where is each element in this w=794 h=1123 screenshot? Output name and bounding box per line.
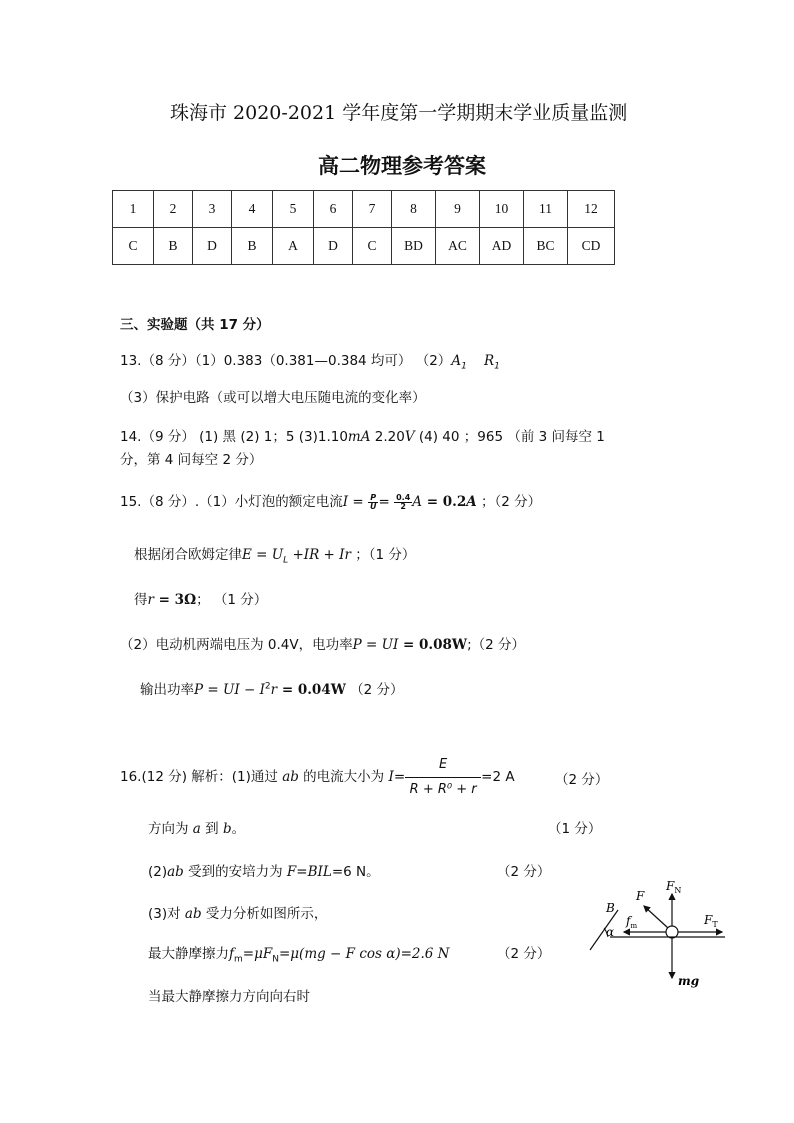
q15-law-score: ；（1 分）: [350, 547, 416, 563]
answer-cell: A: [273, 228, 314, 265]
q15-frac2-den: 2: [400, 501, 406, 511]
answer-cell: BD: [392, 228, 436, 265]
q15-out-eq: P = UI − I: [194, 682, 265, 698]
q16-dir-text2: 到: [200, 821, 223, 837]
q14-unit-v: V: [404, 429, 415, 445]
q13-line1: [120, 349, 500, 372]
q15-r-score: ； （1 分）: [196, 592, 268, 608]
q16-force-line: [148, 860, 380, 880]
q14-line1: [120, 425, 605, 445]
q15-intro: 15.（8 分）.（1）小灯泡的额定电流: [120, 494, 343, 510]
answer-cell: B: [154, 228, 193, 265]
q16-result: =2 A: [481, 769, 515, 785]
q16-intro: 16.(12 分) 解析：(1)通过: [120, 769, 283, 785]
q16-dir-text1: 方向为: [148, 821, 193, 837]
answer-cell: C: [113, 228, 154, 265]
q14-text: 14.（9 分） (1) 黑 (2) 1；5 (3)1.10: [120, 429, 348, 445]
q15-eq-sign: =: [348, 494, 368, 510]
answer-cell: CD: [568, 228, 615, 265]
q16-eq: =: [393, 769, 406, 785]
q14-rest: (4) 40 ；965 （前 3 问每空 1: [414, 429, 605, 445]
q15-law-eq2: +IR + Ir: [288, 547, 351, 563]
q16-ab: ab: [282, 769, 299, 785]
q14-unit-ma: mA: [347, 429, 371, 445]
q16-force-eq: F=BIL: [286, 864, 332, 880]
label-alpha: α: [606, 925, 615, 939]
q15-p2-score: ;（2 分）: [467, 637, 525, 653]
q15-r-text: 得: [134, 592, 148, 608]
q15-result-unit: A: [466, 494, 477, 510]
q16-dir-a: a: [192, 821, 201, 837]
q16-i: I: [388, 769, 394, 785]
q16-force-ab: ab: [167, 864, 184, 880]
question-number-cell: 4: [232, 191, 273, 228]
q15-unit-a: A: [412, 494, 423, 510]
answer-cell: D: [314, 228, 353, 265]
q15-out-val: = 0.04W: [277, 682, 346, 698]
question-number-cell: 1: [113, 191, 154, 228]
q16-fric-eq3: =μ(mg − F cos α)=2.6 N: [278, 946, 450, 962]
force-diagram: [580, 870, 740, 1000]
q16-frac-num: E: [405, 758, 481, 778]
q15-p2-line: [120, 633, 525, 653]
q16-frac-den: R + R⁰ + r: [409, 782, 477, 797]
q15-p2-eq: P = UI: [352, 637, 399, 653]
q15-frac1-num: P: [368, 494, 379, 503]
table-row-answers: [113, 228, 615, 265]
q15-p2-val: = 0.08W: [398, 637, 468, 653]
q16-fric-sub2: N: [272, 954, 279, 965]
q15-out-sup: 2: [264, 681, 271, 692]
q16-score2: （1 分）: [548, 821, 602, 837]
question-number-cell: 3: [193, 191, 232, 228]
q15-frac2-num: 0.4: [396, 492, 411, 502]
answer-cell: C: [353, 228, 392, 265]
q15-score1: ；（2 分）: [476, 494, 542, 510]
arrow-f: [644, 906, 668, 928]
q16-fric-sub: m: [234, 954, 243, 965]
q15-line1: [120, 490, 541, 511]
q16-fraction: [405, 758, 481, 796]
q15-fraction-pu: [368, 494, 379, 511]
answer-table: [112, 190, 615, 265]
q15-r-eq: r: [147, 592, 154, 608]
q15-out-eq2: r: [270, 682, 278, 698]
q16-score1: （2 分）: [555, 772, 609, 788]
table-row-numbers: [113, 191, 615, 228]
q13-a1: A: [451, 353, 462, 369]
answer-cell: AC: [436, 228, 480, 265]
q15-fraction-values: [394, 494, 412, 511]
q13-r1-sub: 1: [494, 361, 500, 372]
q16-line1: [120, 758, 515, 796]
answer-cell: B: [232, 228, 273, 265]
q16-direction-line: [148, 817, 245, 837]
question-number-cell: 5: [273, 191, 314, 228]
q16-anal-text1: (3)对: [148, 906, 185, 922]
q15-law-eq: E = U: [242, 547, 284, 563]
document-subtitle: 高二物理参考答案: [318, 154, 486, 178]
document-title: 珠海市 2020-2021 学年度第一学期期末学业质量监测: [170, 102, 628, 124]
q16-dir-b: b: [222, 821, 232, 837]
label-fm: $f_m$: [626, 914, 638, 930]
label-fn: $F_N$: [666, 879, 682, 895]
question-number-cell: 7: [353, 191, 392, 228]
question-number-cell: 8: [392, 191, 436, 228]
question-number-cell: 6: [314, 191, 353, 228]
q15-frac1-den: U: [369, 501, 377, 511]
q15-eq-sign2: =: [378, 494, 395, 510]
q13-a1-sub: 1: [461, 361, 467, 372]
q16-anal-ab: ab: [184, 906, 202, 922]
label-f: F: [636, 889, 645, 903]
question-number-cell: 9: [436, 191, 480, 228]
q16-force-text2: 受到的安培力为: [183, 864, 287, 880]
answer-cell: BC: [524, 228, 568, 265]
label-mg: mg: [678, 974, 700, 988]
q15-law-sub: L: [283, 555, 289, 566]
q15-law-line: [134, 543, 415, 566]
q15-eq-i: I: [342, 494, 349, 510]
q16-fric-eq2: =μF: [242, 946, 273, 962]
q15-result: = 0.2: [422, 494, 467, 510]
q15-r-val: = 3Ω: [153, 592, 197, 608]
q16-fric-text: 最大静摩擦力: [148, 946, 229, 962]
q16-score3: （2 分）: [497, 864, 551, 880]
q16-score4: （2 分）: [497, 946, 551, 962]
q16-fric-eq: f: [229, 946, 234, 962]
q15-law-text: 根据闭合欧姆定律: [134, 547, 242, 563]
q14-volt: 2.20: [370, 429, 405, 445]
q15-r-line: [134, 588, 267, 608]
q16-last-line: 当最大静摩擦力方向向右时: [148, 989, 310, 1005]
label-b: B: [606, 901, 615, 915]
q16-dir-text3: 。: [231, 821, 246, 837]
q13-text: 13.（8 分）（1）0.383（0.381—0.384 均可） （2）: [120, 353, 452, 369]
q16-friction-line: [148, 942, 450, 965]
q14-line2: 分，第 4 问每空 2 分）: [120, 452, 263, 468]
q15-output-line: [140, 678, 404, 698]
section-heading: 三、实验题（共 17 分）: [120, 317, 270, 333]
q16-analysis-line: [148, 902, 327, 922]
q13-r1: R: [483, 353, 495, 369]
label-ft: $F_T$: [704, 913, 718, 929]
q15-out-score: （2 分）: [345, 682, 404, 698]
q16-force-text1: (2): [148, 864, 168, 880]
question-number-cell: 10: [480, 191, 524, 228]
question-number-cell: 12: [568, 191, 615, 228]
q16-anal-text2: 受力分析如图所示，: [201, 906, 328, 922]
answer-cell: D: [193, 228, 232, 265]
q15-out-text: 输出功率: [140, 682, 194, 698]
q13-line2: （3）保护电路（或可以增大电压随电流的变化率）: [120, 390, 426, 406]
answer-cell: AD: [480, 228, 524, 265]
q16-force-val: =6 N。: [331, 864, 380, 880]
question-number-cell: 2: [154, 191, 193, 228]
question-number-cell: 11: [524, 191, 568, 228]
q15-p2-text: （2）电动机两端电压为 0.4V，电功率: [120, 637, 353, 653]
q16-intro2: 的电流大小为: [298, 769, 389, 785]
